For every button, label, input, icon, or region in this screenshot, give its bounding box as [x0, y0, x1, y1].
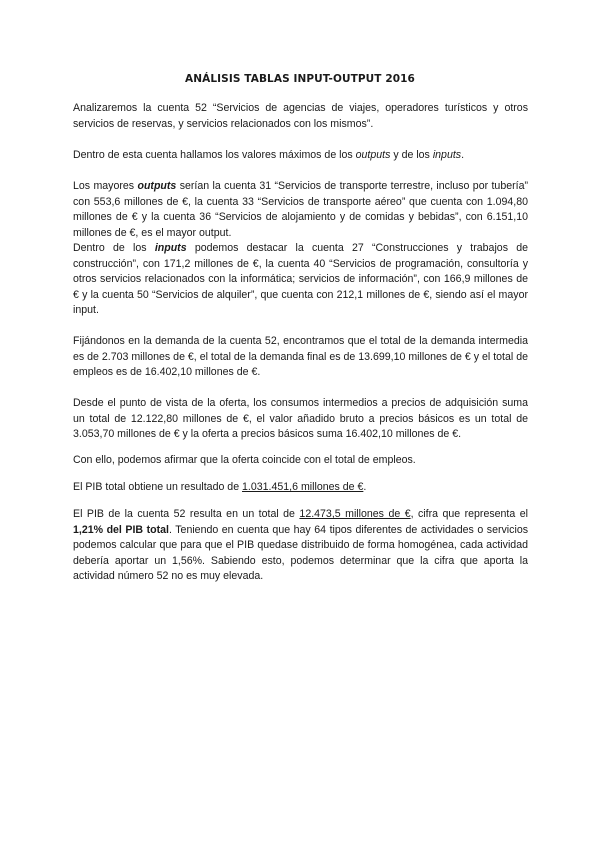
p8-pib-value: 1.031.451,6 millones de € — [242, 481, 364, 493]
p4-inputs-term: inputs — [154, 242, 187, 254]
p9-text-c: , cifra que representa el — [410, 508, 528, 520]
paragraph-inputs — [73, 241, 528, 319]
p8-text-a: El PIB total obtiene un resultado de — [73, 481, 243, 493]
p2-inputs-term: inputs — [432, 149, 462, 161]
p2-text-a: Dentro de esta cuenta hallamos los valores máximos de los — [73, 149, 356, 161]
p8-text-c: . — [363, 481, 367, 493]
p2-text-c: y de los — [390, 149, 433, 161]
p3-text-a: Los mayores — [73, 180, 138, 192]
paragraph-pib-account — [73, 507, 528, 585]
paragraph-max-values — [73, 148, 528, 164]
p2-outputs-term: outputs — [355, 149, 391, 161]
paragraph-outputs — [73, 179, 528, 241]
document-title: ANÁLISIS TABLAS INPUT-OUTPUT 2016 — [185, 73, 415, 85]
p9-text-e: . Teniendo en cuenta que hay 64 tipos diferentes de actividades o servicios podemos calcular que para que el PIB quedase distribuido de forma homogénea, cada actividad debería aportar un 1,56%. Sabiendo esto, podemos determinar que la cifra que aporta la actividad número 52 no es muy elevada. — [73, 523, 529, 583]
p4-text-c: podemos destacar la cuenta 27 “Construcciones y trabajos de construcción”, con 171,2 millones de €, la cuenta 40 “Servicios de programación, consultoría y otros servicios relacionados con la informática; servicios de información”, con 166,9 millones de € y la cuenta 50 “Servicios de alquiler”, que cuenta con 212,1 millones de €, siendo así el mayor input. — [73, 242, 528, 317]
paragraph-intro: Analizaremos la cuenta 52 “Servicios de agencias de viajes, operadores turísticos y otros servicios de reservas, y servicios relacionados con los mismos”. — [73, 102, 528, 130]
paragraph-demand: Fijándonos en la demanda de la cuenta 52, encontramos que el total de la demanda intermedia es de 2.703 millones de €, el total de la demanda final es de 13.699,10 millones de € y el total de empleos es de 16.402,10 millones de €. — [73, 335, 528, 379]
paragraph-supply: Desde el punto de vista de la oferta, los consumos intermedios a precios de adquisición suma un total de 12.122,80 millones de €, el valor añadido bruto a precios básicos es un total de 3.053,70 millones de € y la oferta a precios básicos suma 16.402,10 millones de €. — [73, 397, 528, 441]
p3-text-c: serían la cuenta 31 “Servicios de transporte terrestre, incluso por tubería” con 553,6 millones de €, la cuenta 33 “Servicios de transporte aéreo” que cuenta con 1.094,80 millones de € y la cuenta 36 “Servicios de alojamiento y de comidas y bebidas”, con 6.151,10 millones de €, es el mayor output. — [73, 180, 529, 239]
p4-text-a: Dentro de los — [73, 242, 155, 254]
paragraph-pib-total — [73, 480, 528, 496]
p9-text-a: El PIB de la cuenta 52 resulta en un total de — [73, 508, 300, 520]
p3-outputs-term: outputs — [137, 180, 177, 192]
paragraph-conclusion: Con ello, podemos afirmar que la oferta coincide con el total de empleos. — [73, 454, 416, 466]
p9-pib-share: 1,21% del PIB total — [73, 523, 169, 536]
p2-text-e: . — [461, 149, 465, 161]
p9-pib-value: 12.473,5 millones de € — [299, 508, 411, 520]
